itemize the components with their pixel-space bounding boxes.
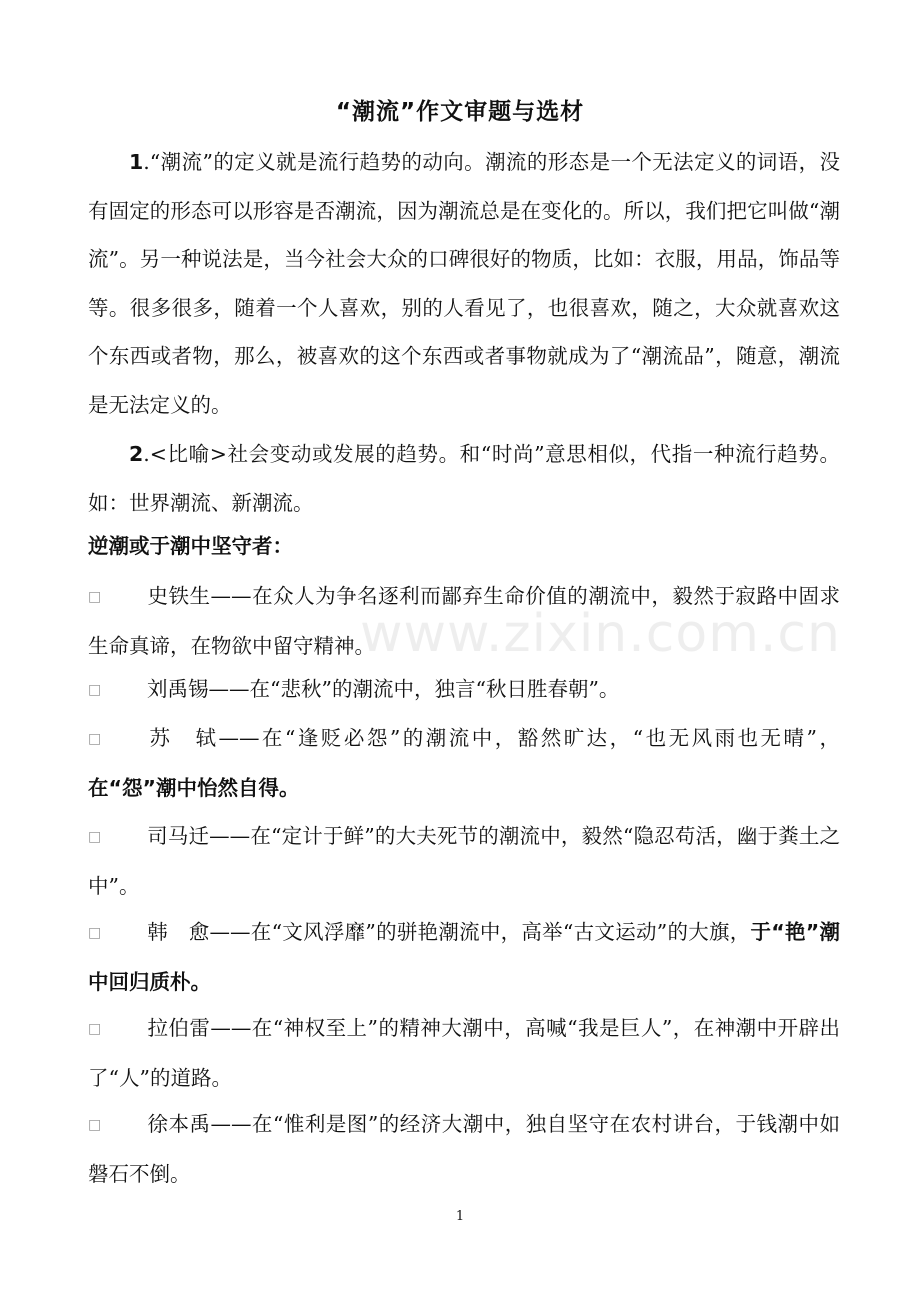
bullet-icon: □ [88, 731, 102, 747]
paragraph-definition-1 [88, 138, 840, 430]
list-item [88, 665, 840, 715]
list-item-text: 拉伯雷——在“神权至上”的精神大潮中，高喊“我是巨人”，在神潮中开辟出了“人”的道路。 [88, 1016, 840, 1090]
list-item-text: 苏 轼——在“逢贬必怨”的潮流中，豁然旷达，“也无风雨也无晴”， [147, 726, 840, 750]
list-item-text: 徐本禹——在“惟利是图”的经济大潮中，独自坚守在农村讲台，于钱潮中如磐石不倒。 [88, 1112, 840, 1186]
list-item [88, 908, 840, 1006]
paragraph-text: .<比喻>社会变动或发展的趋势。和“时尚”意思相似，代指一种流行趋势。如：世界潮流、新潮流。 [88, 442, 840, 515]
bullet-icon: □ [88, 925, 102, 941]
list-item [88, 572, 840, 670]
list-item-text: 刘禹锡——在“悲秋”的潮流中，独言“秋日胜春朝”。 [147, 677, 620, 701]
paragraph-definition-2 [88, 430, 840, 527]
list-item-bold-text: 在“怨”潮中怡然自得。 [88, 775, 300, 800]
bullet-icon: □ [88, 1117, 102, 1133]
list-item [88, 1004, 840, 1102]
section-heading: 逆潮或于潮中坚守者： [88, 534, 293, 558]
list-item-text: 史铁生——在众人为争名逐利而鄙弃生命价值的潮流中，毅然于寂路中固求生命真谛，在物欲中留守精神。 [88, 584, 840, 658]
paragraph-number: 1 [129, 150, 144, 174]
list-item [88, 714, 840, 812]
list-item [88, 1100, 840, 1198]
bullet-icon: □ [88, 1021, 102, 1037]
paragraph-number: 2 [129, 442, 144, 466]
watermark: www.zixin.com.cn [360, 604, 841, 664]
paragraph-text: .“潮流”的定义就是流行趋势的动向。潮流的形态是一个无法定义的词语，没有固定的形态可以形容是否潮流，因为潮流总是在变化的。所以，我们把它叫做“潮流”。另一种说法是，当今社会大众的口碑很好的物质，比如：衣服，用品，饰品等等。很多很多，随着一个人喜欢，别的人看见了，也很喜欢，随之，大众就喜欢这个东西或者物，那么，被喜欢的这个东西或者事物就成为了“潮流品”，随意，潮流是无法定义的。 [88, 150, 840, 417]
bullet-icon: □ [88, 682, 102, 698]
list-item-bold-text: 于“艳”潮中回归质朴。 [88, 920, 841, 994]
bullet-icon: □ [88, 589, 102, 605]
list-item [88, 812, 840, 910]
document-title: “潮流”作文审题与选材 [335, 99, 585, 125]
page-number: 1 [455, 1209, 465, 1224]
bullet-icon: □ [88, 829, 102, 845]
list-item-text: 司马迁——在“定计于鲜”的大夫死节的潮流中，毅然“隐忍苟活，幽于粪土之中”。 [88, 824, 840, 898]
list-item-text: 韩 愈——在“文风浮靡”的骈艳潮流中，高举“古文运动”的大旗， [147, 920, 751, 944]
